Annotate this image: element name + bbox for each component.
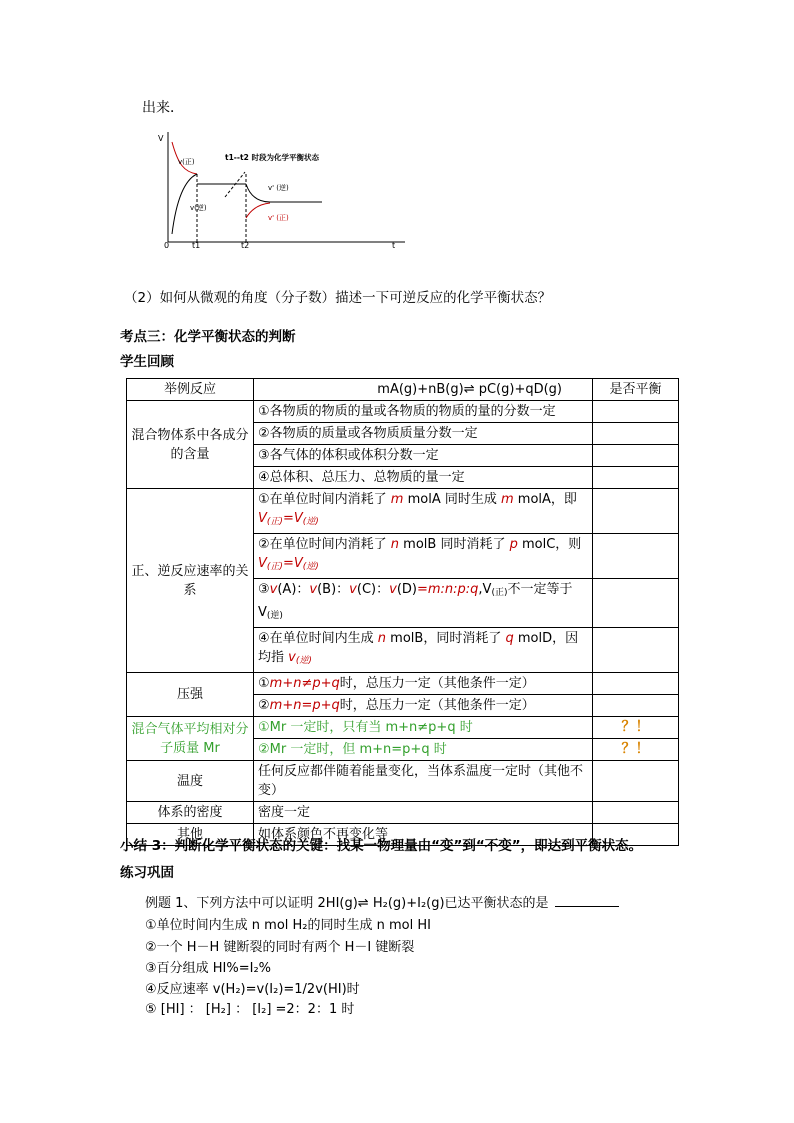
answer-cell[interactable] [593,489,679,534]
answer-cell[interactable] [593,761,679,802]
criterion-cell: 密度一定 [254,802,593,824]
summary-text: 小结 3：判断化学平衡状态的关键：找某一物理量由“变”到“不变”，即达到平衡状态。 [120,838,643,854]
criterion-cell: 如体系颜色不再变化等 [254,824,593,846]
intro-text: 出来． [142,100,184,116]
option-1: ①单位时间内生成 n mol H₂的同时生成 n mol HI [145,918,431,933]
option-2: ②一个 H－H 键断裂的同时有两个 H－I 键断裂 [145,940,415,955]
table-row [127,802,679,824]
v-reverse-prime-label: v' (逆) [268,184,289,192]
group-label-density: 体系的密度 [127,802,254,824]
t-axis-label: t [392,241,396,250]
v-reverse-label: v(逆) [190,204,207,212]
answer-cell[interactable] [593,445,679,467]
section-title: 考点三：化学平衡状态的判断 [120,329,296,345]
rate-time-graph [150,122,415,252]
criterion-cell: ④在单位时间内生成 n molB，同时消耗了 q molD，因 均指 $v_{(逆)}$ [254,628,593,673]
criterion-cell: ①各物质的物质的量或各物质的物质的量的分数一定 [254,401,593,423]
answer-cell[interactable] [593,423,679,445]
criterion-cell: ②m+n=p+q时，总压力一定（其他条件一定） [254,695,593,717]
criterion-cell: ①在单位时间内消耗了 m molA 同时生成 m molA，即 $V_{(正)}=V_{(逆)}$ [254,489,593,534]
header-cell: 是否平衡 [593,379,679,401]
criterion-cell: ①Mr 一定时，只有当 m+n≠p+q 时 [254,717,593,739]
origin-label: 0 [164,241,170,250]
criterion-cell: ②Mr 一定时，但 m+n=p+q 时 [254,739,593,761]
criterion-cell: ③v(A)：v(B)：v(C)：$v(D)=m:n:p:q,V_{(正)}$不一定等于 $V_{(逆)}$ [254,579,593,628]
group-label-rate: 正、逆反应速率的关系 [127,489,254,673]
table-row [127,717,679,739]
header-cell: 举例反应 [127,379,254,401]
table-row [127,673,679,695]
group-label-molar-mass: 混合气体平均相对分子质量 Mr [127,717,254,761]
criterion-cell: ②各物质的质量或各物质质量分数一定 [254,423,593,445]
answer-blank[interactable] [555,894,619,907]
v-axis-label: V [158,134,164,143]
option-5: ⑤ [HI] ： [H₂] ： [I₂] =2：2：1 时 [145,1002,355,1017]
v-forward-label: v(正) [178,158,195,166]
answer-cell[interactable] [593,802,679,824]
table-row [127,489,679,534]
header-cell: mA(g)+nB(g)⇌ pC(g)+qD(g) [254,379,593,401]
group-label-other: 其他 [127,824,254,846]
t1-label: t1 [192,241,201,250]
criterion-cell: ④总体积、总压力、总物质的量一定 [254,467,593,489]
answer-cell[interactable] [593,628,679,673]
answer-cell[interactable] [593,534,679,579]
mark-cell: ？！ [593,739,679,761]
criterion-cell: ③各气体的体积或体积分数一定 [254,445,593,467]
table-row [127,401,679,423]
subsection-title: 学生回顾 [120,354,174,370]
criterion-cell: ②在单位时间内消耗了 n molB 同时消耗了 p molC，则 $V_{(正)}=V_{(逆)}$ [254,534,593,579]
practice-title: 练习巩固 [120,865,174,881]
t2-label: t2 [241,241,250,250]
table-row [127,761,679,802]
equilibrium-criteria-table [126,378,679,846]
group-label-content: 混合物体系中各成分的含量 [127,401,254,489]
answer-cell[interactable] [593,695,679,717]
answer-cell[interactable] [593,579,679,628]
example-stem: 例题 1、下列方法中可以证明 2HI(g)⇌ H₂(g)+I₂(g)已达平衡状态的是 [145,892,619,911]
forward-rate-prime-curve [246,203,270,218]
question-2: （2）如何从微观的角度（分子数）描述一下可逆反应的化学平衡状态？ [124,290,552,306]
criterion-cell: ①m+n≠p+q时，总压力一定（其他条件一定） [254,673,593,695]
answer-cell[interactable] [593,467,679,489]
group-label-temperature: 温度 [127,761,254,802]
criterion-cell: 任何反应都伴随着能量变化，当体系温度一定时（其他不变） [254,761,593,802]
answer-cell[interactable] [593,673,679,695]
mark-cell: ？！ [593,717,679,739]
interval-annotation: t1--t2 时段为化学平衡状态 [225,153,319,162]
answer-cell[interactable] [593,401,679,423]
table-header-row [127,379,679,401]
option-4: ④反应速率 v(H₂)=v(I₂)=1/2v(HI)时 [145,982,360,997]
v-forward-prime-label: v' (正) [268,214,289,222]
group-label-pressure: 压强 [127,673,254,717]
option-3: ③百分组成 HI%=I₂% [145,961,272,976]
